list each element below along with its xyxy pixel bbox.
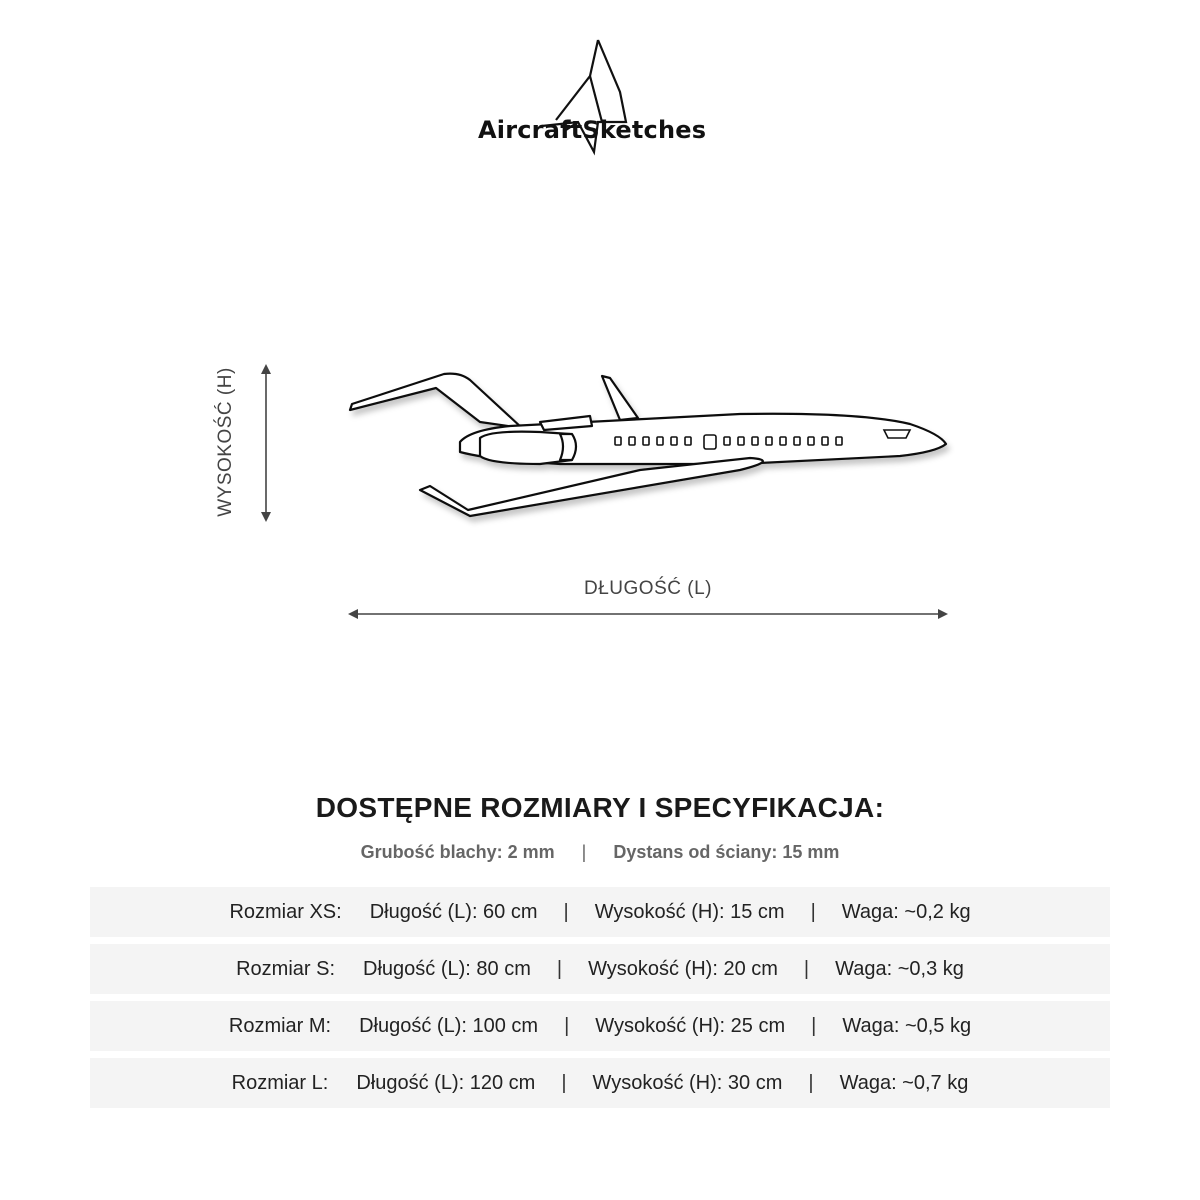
separator: |	[556, 957, 563, 980]
separator: |	[581, 842, 587, 862]
size-row-xs	[90, 887, 1110, 937]
separator: |	[561, 1071, 567, 1094]
size-length: Długość (L): 60 cm	[369, 900, 538, 923]
brand-name: AircraftSketches	[478, 116, 707, 144]
specs-summary	[0, 842, 1200, 863]
separator: |	[564, 1014, 570, 1037]
length-arrow-icon	[346, 604, 950, 624]
aircraft-silhouette-icon	[340, 360, 960, 530]
separator: |	[808, 1071, 814, 1094]
size-height: Wysokość (H): 15 cm	[594, 900, 785, 923]
size-length: Długość (L): 80 cm	[363, 957, 531, 980]
height-arrow-icon	[254, 362, 278, 524]
size-row-m	[90, 1001, 1110, 1051]
size-height: Wysokość (H): 30 cm	[592, 1071, 783, 1094]
separator: |	[803, 957, 810, 980]
height-dimension-label: WYSOKOŚĆ (H)	[215, 367, 236, 517]
size-name: Rozmiar XS:	[229, 900, 342, 923]
size-height: Wysokość (H): 25 cm	[595, 1014, 786, 1037]
size-name: Rozmiar S:	[236, 957, 336, 980]
brand-logo	[470, 38, 730, 158]
separator: |	[811, 1014, 817, 1037]
wall-distance: Dystans od ściany: 15 mm	[613, 842, 840, 862]
size-weight: Waga: ~0,2 kg	[841, 900, 971, 923]
size-height: Wysokość (H): 20 cm	[588, 957, 778, 980]
size-weight: Waga: ~0,7 kg	[839, 1071, 969, 1094]
size-table	[90, 887, 1110, 1115]
size-length: Długość (L): 120 cm	[356, 1071, 536, 1094]
specs-title: DOSTĘPNE ROZMIARY I SPECYFIKACJA:	[315, 792, 885, 823]
separator: |	[563, 900, 569, 923]
size-row-l	[90, 1058, 1110, 1108]
sheet-thickness: Grubość blachy: 2 mm	[360, 842, 555, 862]
separator: |	[810, 900, 816, 923]
size-name: Rozmiar L:	[231, 1071, 329, 1094]
size-row-s	[90, 944, 1110, 994]
size-length: Długość (L): 100 cm	[359, 1014, 539, 1037]
size-name: Rozmiar M:	[228, 1014, 332, 1037]
length-dimension-label: DŁUGOŚĆ (L)	[584, 578, 712, 599]
size-weight: Waga: ~0,3 kg	[835, 957, 964, 980]
size-weight: Waga: ~0,5 kg	[842, 1014, 972, 1037]
